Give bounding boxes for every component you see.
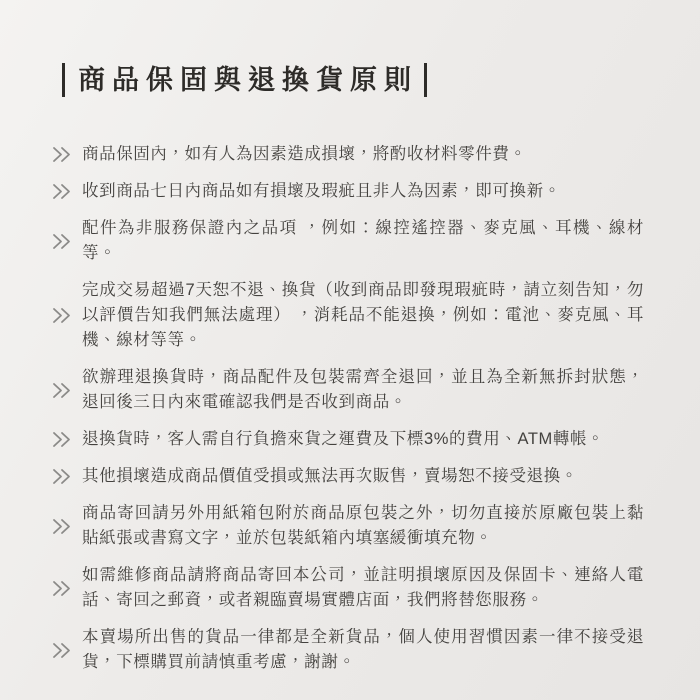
double-chevron-icon: [52, 468, 74, 485]
policy-item-text: 商品寄回請另外用紙箱包附於商品原包裝之外，切勿直接於原廠包裝上黏貼紙張或書寫文字，並於包裝紙箱內填塞緩衝填充物。: [82, 504, 644, 547]
policy-item: [52, 427, 652, 452]
double-chevron-icon: [52, 518, 74, 535]
policy-item-text: 本賣場所出售的貨品一律都是全新貨品，個人使用習慣因素一律不接受退貨，下標購買前請慎重考慮，謝謝。: [82, 628, 644, 671]
policy-item: [52, 501, 652, 551]
page-title: [62, 60, 652, 100]
policy-item: [52, 216, 652, 266]
policy-item: [52, 365, 652, 415]
policy-item-text: 收到商品七日內商品如有損壞及瑕疵且非人為因素，即可換新。: [82, 182, 561, 200]
double-chevron-icon: [52, 382, 74, 399]
policy-item: [52, 278, 652, 353]
double-chevron-icon: [52, 146, 74, 163]
policy-item-text: 商品保固內，如有人為因素造成損壞，將酌收材料零件費。: [82, 145, 527, 163]
policy-item: [52, 464, 652, 489]
policy-item: [52, 625, 652, 675]
double-chevron-icon: [52, 233, 74, 250]
double-chevron-icon: [52, 431, 74, 448]
page-title-text: 商品保固與退換貨原則: [78, 65, 418, 95]
policy-item: [52, 563, 652, 613]
policy-item-text: 完成交易超過7天恕不退、換貨（收到商品即發現瑕疵時，請立刻告知，勿以評價告知我們無法處理） ，消耗品不能退換，例如：電池、麥克風、耳機、線材等等。: [82, 281, 644, 349]
double-chevron-icon: [52, 642, 74, 659]
title-right-bar-decoration: [424, 63, 427, 97]
policy-item: [52, 179, 652, 204]
double-chevron-icon: [52, 307, 74, 324]
policy-item-text: 如需維修商品請將商品寄回本公司，並註明損壞原因及保固卡、連絡人電話、寄回之郵資，或者親臨賣場實體店面，我們將替您服務。: [82, 566, 644, 609]
policy-list: [52, 142, 652, 675]
double-chevron-icon: [52, 183, 74, 200]
policy-item-text: 配件為非服務保證內之品項 ，例如：線控遙控器、麥克風、耳機、線材等。: [82, 219, 644, 262]
policy-item-text: 其他損壞造成商品價值受損或無法再次販售，賣場恕不接受退換。: [82, 467, 578, 485]
double-chevron-icon: [52, 580, 74, 597]
policy-item-text: 欲辦理退換貨時，商品配件及包裝需齊全退回，並且為全新無拆封狀態，退回後三日內來電確認我們是否收到商品。: [82, 368, 644, 411]
title-left-bar-decoration: [62, 63, 65, 97]
policy-item-text: 退換貨時，客人需自行負擔來貨之運費及下標3%的費用、ATM轉帳。: [82, 430, 605, 448]
policy-item: [52, 142, 652, 167]
